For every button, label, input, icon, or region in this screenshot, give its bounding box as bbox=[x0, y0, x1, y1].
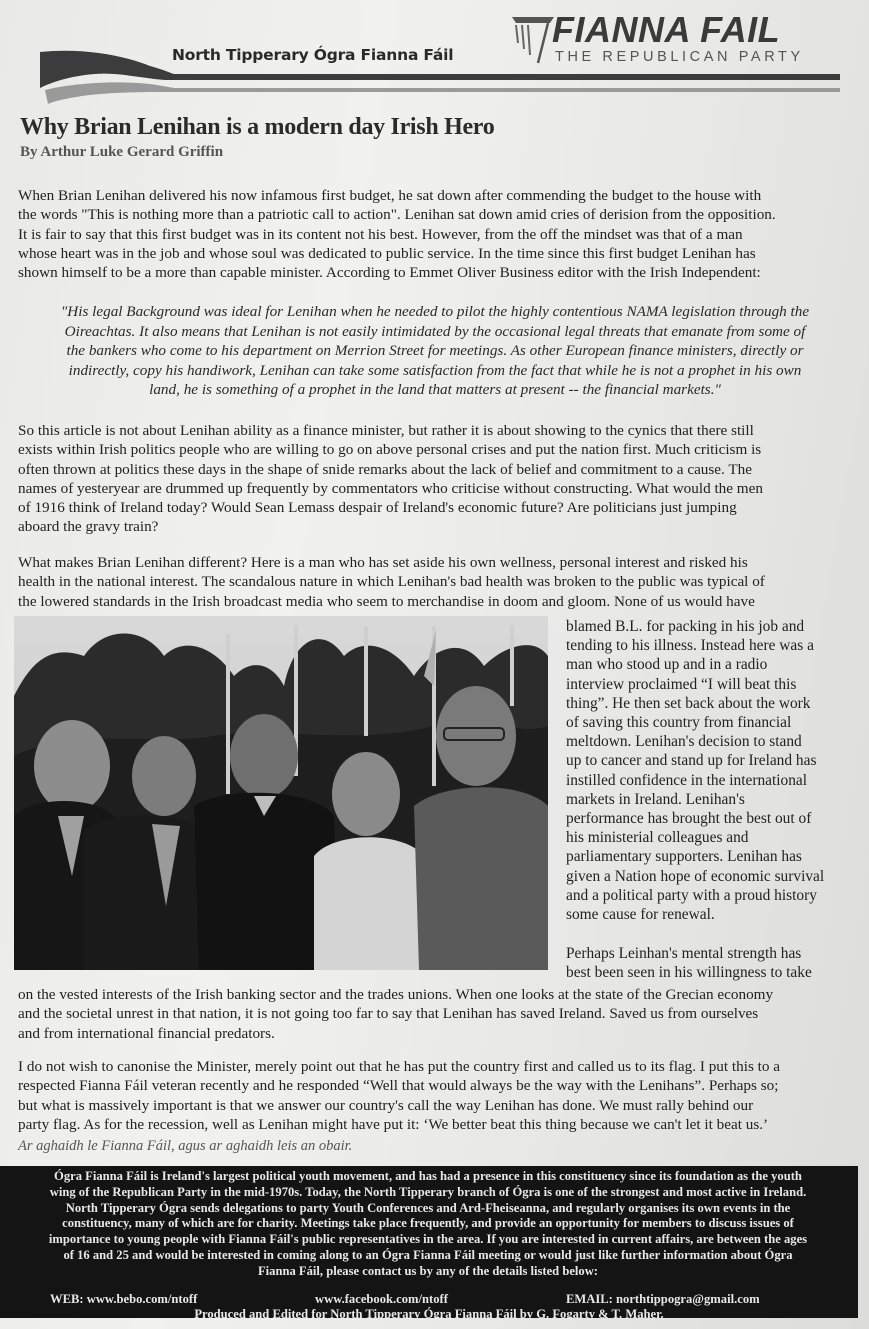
paragraph-5 bbox=[18, 1057, 852, 1134]
text-line: Ógra Fianna Fáil is Ireland's largest political youth movement, and has had a presence in this constituency since its foundation as the youth bbox=[54, 1169, 802, 1183]
paragraph-3 bbox=[18, 553, 852, 611]
text-line: up to cancer and stand up for Ireland has bbox=[566, 752, 817, 770]
text-line: and the societal unrest in that nation, it is not going too far to say that Lenihan has saved Ireland. Saved us from ourselves bbox=[18, 1005, 759, 1023]
paragraph-4 bbox=[18, 985, 852, 1043]
side-column-text bbox=[566, 617, 854, 924]
irish-closing-line: Ar aghaidh le Fianna Fáil, agus ar aghaidh leis an obair. bbox=[18, 1138, 353, 1154]
text-line: North Tipperary Ógra sends delegations to party Youth Conferences and Ard-Fheiseanna, and regularly organises its own events in the bbox=[65, 1200, 791, 1215]
text-line: meltdown. Lenihan's decision to stand bbox=[566, 733, 802, 751]
group-photo bbox=[14, 616, 548, 970]
footer-text bbox=[2, 1169, 854, 1280]
text-line: the bankers who come to his department on Merrion Street for meetings. As other European finance ministers, directly or bbox=[66, 342, 804, 359]
logo-subtitle: THE REPUBLICAN PARTY bbox=[555, 49, 804, 65]
text-line: but what is massively important is that we answer our country's call the way Lenihan has done. We must rally behind our bbox=[18, 1096, 754, 1114]
text-line: whose heart was in the job and whose soul was dedicated to public service. In the time since this first budget Lenihan has bbox=[18, 244, 756, 262]
text-line: on the vested interests of the Irish banking sector and the trades unions. When one looks at the state of the Grecian economy bbox=[18, 986, 774, 1003]
text-line: indirectly, copy his handiwork, Lenihan can take some satisfaction from the fact that while he is not a prophet in his own bbox=[68, 361, 802, 379]
text-line: respected Fianna Fáil veteran recently and he responded “Well that would always be the way with the Lenihans”. Perhaps so; bbox=[18, 1077, 779, 1095]
masthead bbox=[0, 0, 869, 100]
text-line: of 1916 think of Ireland today? Would Sean Lemass despair of Ireland's economic future? Are politicians just jumping bbox=[18, 499, 737, 517]
text-line: often thrown at politics these days in the shape of snide remarks about the lack of belief and commitment to a cause. The bbox=[18, 460, 752, 478]
text-line: Fianna Fáil, please contact us by any of the details listed below: bbox=[257, 1263, 599, 1278]
pull-quote bbox=[22, 302, 848, 400]
text-line: party flag. As for the recession, well as Lenihan might have put it: ‘We better beat this thing because we can't let it beat us.’ bbox=[18, 1115, 769, 1133]
text-line: constituency, many of which are for charity. Meetings take place frequently, and provide an opportunity for members to discuss issues of bbox=[62, 1216, 794, 1231]
text-line: So this article is not about Lenihan ability as a finance minister, but rather it is about showing to the cynics that there still bbox=[18, 422, 754, 439]
text-line: Perhaps Leinhan's mental strength has bbox=[566, 945, 802, 962]
text-line: and from international financial predators. bbox=[18, 1024, 275, 1042]
footer-info-box bbox=[0, 1166, 858, 1321]
text-line: exists within Irish politics people who are willing to go on above personal crises and put the nation first. Much criticism is bbox=[18, 441, 762, 459]
logo-mark-icon bbox=[510, 13, 556, 65]
text-line: man who stood up and in a radio bbox=[566, 656, 768, 674]
contact-details bbox=[0, 1292, 858, 1308]
text-line: instilled confidence in the international bbox=[566, 771, 808, 789]
article-byline: By Arthur Luke Gerard Griffin bbox=[20, 144, 224, 160]
credits: Produced and Edited for North Tipperary Ógra Fianna Fáil by G. Fogarty & T. Maher. bbox=[194, 1307, 664, 1321]
fianna-fail-logo bbox=[510, 10, 850, 70]
text-line: some cause for renewal. bbox=[566, 906, 715, 924]
text-line: thing”. He then set back about the work bbox=[566, 694, 811, 712]
text-line: interview proclaimed “I will beat this bbox=[566, 675, 797, 693]
text-line: of 16 and 25 and would be interested in coming along to an Ógra Fianna Fáil meeting or would just like further information about Ógra bbox=[63, 1247, 793, 1262]
text-line: blamed B.L. for packing in his job and bbox=[566, 618, 805, 635]
text-line: What makes Brian Lenihan different? Here is a man who has set aside his own wellness, personal interest and risked his bbox=[18, 554, 748, 571]
text-line: importance to young people with Fianna Fáil's public representatives in the area. If you are interested in current affairs, are between the ages bbox=[48, 1232, 808, 1247]
text-line: given a Nation hope of economic survival bbox=[566, 867, 825, 885]
facebook-link[interactable]: www.facebook.com/ntoff bbox=[315, 1292, 448, 1306]
group-photo-image bbox=[14, 616, 548, 970]
text-line: markets in Ireland. Lenihan's bbox=[566, 790, 745, 808]
text-line: the words "This is nothing more than a patriotic call to action". Lenihan sat down amid cries of derision from the opposition. bbox=[18, 206, 776, 224]
text-line: Oireachtas. It also means that Lenihan is not easily intimidated by the occasional legal threats that emanate from some of bbox=[64, 322, 806, 340]
text-line: It is fair to say that this first budget was in its content not his best. However, from the off the mindset was that of a man bbox=[18, 225, 743, 243]
org-name: North Tipperary Ógra Fianna Fáil bbox=[172, 46, 454, 64]
email-link[interactable]: EMAIL: northtippogra@gmail.com bbox=[566, 1292, 760, 1306]
text-line: parliamentary supporters. Lenihan has bbox=[566, 848, 802, 866]
text-line: When Brian Lenihan delivered his now infamous first budget, he sat down after commending the budget to the house with bbox=[18, 187, 762, 204]
text-line: names of yesteryear are drummed up frequently by commentators who criticise without constructing. What would the men bbox=[18, 479, 763, 497]
text-line: best been seen in his willingness to take bbox=[566, 964, 812, 982]
text-line: of saving this country from financial bbox=[566, 714, 792, 732]
text-line: aboard the gravy train? bbox=[18, 518, 159, 536]
text-line: shown himself to be a more than capable minister. According to Emmet Oliver Business editor with the Irish Independent: bbox=[18, 264, 761, 282]
web-link[interactable]: WEB: www.bebo.com/ntoff bbox=[50, 1292, 198, 1306]
text-line: tending to his illness. Instead here was a bbox=[566, 637, 814, 655]
text-line: "His legal Background was ideal for Lenihan when he needed to pilot the highly contentious NAMA legislation through the bbox=[60, 303, 810, 320]
text-line: I do not wish to canonise the Minister, merely point out that he has put the country first and called us to its flag. I put this to a bbox=[18, 1058, 780, 1075]
text-line: wing of the Republican Party in the mid-1970s. Today, the North Tipperary branch of Ógra is one of the strongest and most active in Ireland. bbox=[49, 1184, 807, 1199]
article-title: Why Brian Lenihan is a modern day Irish Hero bbox=[20, 114, 495, 140]
text-line: the lowered standards in the Irish broadcast media who seem to merchandise in doom and gloom. None of us would have bbox=[18, 592, 755, 610]
text-line: performance has brought the best out of bbox=[566, 810, 812, 828]
text-line: health in the national interest. The scandalous nature in which Lenihan's bad health was broken to the public was typical of bbox=[18, 573, 765, 591]
text-line: and a political party with a proud history bbox=[566, 886, 817, 904]
text-line: his ministerial colleagues and bbox=[566, 829, 749, 847]
logo-title: FIANNA FAIL bbox=[552, 9, 781, 50]
paragraph-1 bbox=[18, 186, 852, 282]
paragraph-2 bbox=[18, 421, 852, 537]
side-column-text-2 bbox=[566, 944, 854, 982]
text-line: land, he is something of a prophet in the land that matters at present -- the financial markets." bbox=[149, 381, 721, 398]
